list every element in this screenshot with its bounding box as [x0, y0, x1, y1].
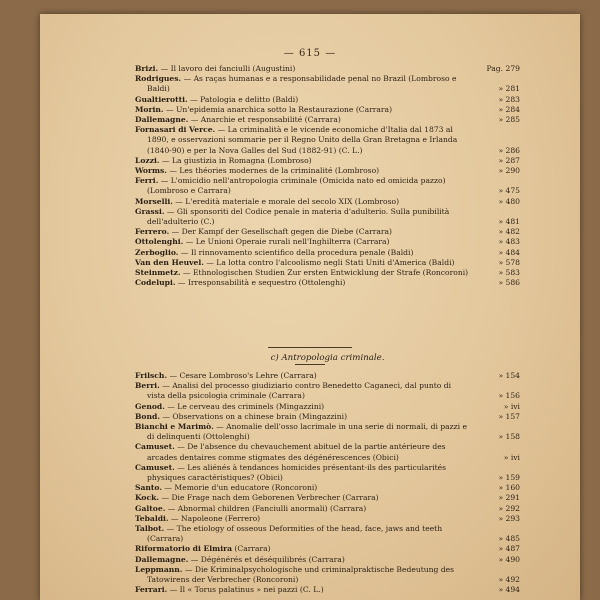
entry-text: [135, 463, 470, 483]
entry-page-ref: » 583: [498, 268, 520, 278]
entry-title: — La lotta contro l'alcoolismo negli Stati Uniti d'America (Baldi): [203, 257, 455, 267]
entry-text: [135, 585, 470, 595]
entry-page-ref: » 291: [498, 493, 520, 503]
entry-text: [135, 105, 470, 115]
entry-text: [135, 258, 470, 268]
entry-title: — Les aliénés à tendances homicides présentant-ils des particularités physiques caractéristiques? (Obici): [147, 462, 447, 483]
entry-author: Morselli.: [135, 196, 173, 206]
entry-text: [135, 442, 470, 462]
entry-page-ref: » 286: [498, 145, 520, 155]
entry-title: — Il rinnovamento scientifico della procedura penale (Baldi): [178, 247, 414, 257]
entry-author: Camuset.: [135, 442, 175, 452]
entry-title: — Irresponsabilità e sequestro (Ottolenghi): [175, 278, 346, 288]
entry-title: — Il « Torus palatinus » nei pazzi (C. L.): [167, 585, 324, 595]
entry-title: — Dégénérés et déséquilibrés (Carrara): [188, 554, 345, 564]
section-divider: [268, 347, 352, 348]
bibliography-entry: [135, 565, 520, 585]
book-page: [40, 14, 580, 600]
entry-page-ref: » 475: [498, 186, 520, 196]
entry-title: — La criminalità e le vicende economiche d'Italia dal 1873 al 1890, e osservazioni sommarie per il Regno Unito della Gran Bretagna e Irlanda (1840-90) e per la Nova Galles del Sud (1882-91) (C. L.): [147, 125, 458, 155]
entry-text: [135, 524, 470, 544]
entry-text: [135, 115, 470, 125]
entry-author: Riformatorio di Elmira: [135, 544, 233, 554]
entry-author: Leppmann.: [135, 564, 183, 574]
entry-text: [135, 125, 470, 156]
entry-author: Berri.: [135, 381, 160, 391]
entry-text: [135, 504, 470, 514]
entry-text: [135, 95, 470, 105]
entry-page-ref: » 485: [498, 534, 520, 544]
entry-text: [135, 207, 470, 227]
entry-title: — Patologia e delitto (Baldi): [187, 94, 299, 104]
entries-list-top: [135, 64, 520, 288]
bibliography-entry: [135, 197, 520, 207]
entry-text: [135, 64, 470, 74]
entry-title: — Ethnologischen Studien Zur ersten Entwicklung der Strafe (Roncoroni): [180, 268, 469, 278]
entry-page-ref: Pag. 279: [486, 64, 520, 73]
entry-author: Ferrari.: [135, 585, 168, 595]
bibliography-entry: [135, 176, 520, 196]
entry-page-ref: » 287: [498, 155, 520, 165]
entry-author: Camuset.: [135, 462, 175, 472]
entry-text: [135, 166, 470, 176]
entry-text: [135, 248, 470, 258]
entry-page-ref: » 292: [498, 503, 520, 513]
entry-text: [135, 176, 470, 196]
entry-author: Grassi.: [135, 206, 165, 216]
entry-author: Bond.: [135, 411, 160, 421]
entry-title: — Die Frage nach dem Geborenen Verbrecher (Carrara): [159, 493, 379, 503]
entry-title: — Observations on a chinese brain (Mingazzini): [159, 411, 348, 421]
entry-author: Morin.: [135, 104, 164, 114]
bibliography-entry: [135, 371, 520, 381]
entry-page-ref: » 586: [498, 278, 520, 288]
bibliography-entry: [135, 258, 520, 268]
bibliography-entry: [135, 237, 520, 247]
bibliography-entry: [135, 493, 520, 503]
entry-text: [135, 268, 470, 278]
entry-page-ref: » 494: [498, 585, 520, 595]
bibliography-entry: [135, 555, 520, 565]
entry-title: — Analisi del processo giudiziario contro Benedetto Caganeci, dal punto di vista della psicologia criminale (Carrara): [147, 381, 452, 401]
entry-author: Fornasari di Verce.: [135, 125, 216, 135]
bibliography-entry: [135, 524, 520, 544]
entry-text: [135, 402, 470, 412]
entry-page-ref: » 484: [498, 247, 520, 257]
bibliography-entry: [135, 381, 520, 401]
entry-author: Lozzi.: [135, 155, 160, 165]
entry-text: [135, 555, 470, 565]
entry-page-ref: » 492: [498, 575, 520, 585]
entry-page-ref: » 154: [498, 371, 520, 380]
entry-author: Talbot.: [135, 524, 165, 534]
entry-text: [135, 422, 470, 442]
entry-title: — Abnormal children (Fanciulli anormali) (Carrara): [165, 503, 367, 513]
entry-title: (Carrara): [232, 544, 271, 554]
bibliography-entry: [135, 544, 520, 554]
entry-page-ref: » 156: [498, 391, 520, 401]
bibliography-entry: [135, 504, 520, 514]
entry-author: Ferrero.: [135, 227, 170, 237]
entry-title: — The etiology of osseous Deformities of the head, face, jaws and teeth (Carrara): [147, 524, 443, 544]
entry-title: — Die Kriminalpsychologische und criminalpraktische Bedeutung des Tatowirens der Verbrecher (Roncoroni): [147, 564, 455, 585]
entry-author: Van den Heuvel.: [135, 257, 204, 267]
entry-text: [135, 197, 470, 207]
bibliography-entry: [135, 156, 520, 166]
entry-page-ref: » 160: [498, 483, 520, 493]
entry-author: Worms.: [135, 166, 167, 176]
entry-title: — La giustizia in Romagna (Lombroso): [159, 155, 312, 165]
entry-title: — L'eredità materiale e morale del secolo XIX (Lombroso): [172, 196, 400, 206]
entry-page-ref: » 283: [498, 94, 520, 104]
bibliography-entry: [135, 422, 520, 442]
entry-page-ref: » 293: [498, 513, 520, 523]
entry-title: — De l'absence du chevauchement abituel de la partie antérieure des arcades dentaires comme stigmates des dégénérescences (Obici): [147, 442, 446, 462]
entry-author: Dallemagne.: [135, 115, 189, 125]
entry-page-ref: » 483: [498, 237, 520, 247]
entry-author: Rodrigues.: [135, 74, 182, 84]
entry-author: Steinmetz.: [135, 268, 181, 278]
page-number: — 615 —: [283, 48, 337, 59]
bibliography-entry: [135, 412, 520, 422]
entry-title: — Anarchie et responsabilité (Carrara): [188, 115, 341, 125]
bibliography-entry: [135, 483, 520, 493]
bibliography-entry: [135, 278, 520, 288]
entry-author: Bianchi e Marimò.: [135, 422, 214, 432]
entry-title: — Cesare Lombroso's Lehre (Carrara): [167, 371, 317, 380]
entry-title: — As raças humanas e a responsabilidade penal no Brazil (Lombroso e Baldi): [147, 74, 457, 94]
entry-title: — Napoleone (Ferrero): [168, 513, 261, 523]
entry-author: Zerboglio.: [135, 247, 179, 257]
entry-title: — Un'epidemia anarchica sotto la Restaurazione (Carrara): [163, 104, 393, 114]
entry-page-ref: » 281: [498, 84, 520, 94]
bibliography-entry: [135, 248, 520, 258]
entry-page-ref: » 290: [498, 166, 520, 176]
entry-author: Kock.: [135, 493, 160, 503]
entry-page-ref: » 578: [498, 257, 520, 267]
entry-title: — Memorie d'un educatore (Roncoroni): [162, 483, 318, 493]
entry-author: Galtoe.: [135, 503, 166, 513]
entry-text: [135, 483, 470, 493]
entries-list-antropologia: [135, 371, 520, 595]
entry-title: — Le cerveau des criminels (Mingazzini): [164, 401, 325, 411]
entry-title: — Der Kampf der Gesellschaft gegen die Diebe (Carrara): [169, 227, 393, 237]
entry-title: — Gli sponsoriti del Codice penale in materia d'adulterio. Sulla punibilità dell'adulterio (C.): [147, 206, 450, 227]
entry-page-ref: » 482: [498, 227, 520, 237]
entry-author: Gualtierotti.: [135, 94, 188, 104]
bibliography-entry: [135, 125, 520, 156]
entry-page-ref: » 490: [498, 554, 520, 564]
bibliography-entry: [135, 514, 520, 524]
bibliography-entry: [135, 207, 520, 227]
entry-text: [135, 544, 470, 554]
bibliography-entry: [135, 105, 520, 115]
entry-title: — Il lavoro dei fanciulli (Augustini): [158, 64, 296, 73]
entry-text: [135, 412, 470, 422]
entry-title: — L'omicidio nell'antropologia criminale (Omicida nato ed omicida pazzo) (Lombroso e Carrara): [147, 176, 446, 196]
entry-title: — Le Unioni Operaie rurali nell'Inghilterra (Carrara): [183, 237, 390, 247]
entry-author: Ferri.: [135, 176, 159, 186]
entry-author: Santo.: [135, 483, 163, 493]
entry-author: Frilsch.: [135, 371, 168, 380]
entry-title: — Anomalie dell'osso lacrimale in una serie di normali, di pazzi e di delinquenti (Ottolenghi): [147, 422, 468, 442]
entry-page-ref: » 481: [498, 217, 520, 227]
entry-text: [135, 156, 470, 166]
section-heading: c) Antropologia criminale.: [270, 353, 385, 363]
bibliography-entry: [135, 585, 520, 595]
entry-page-ref: » 157: [498, 411, 520, 421]
entry-text: [135, 237, 470, 247]
entry-text: [135, 514, 470, 524]
entry-page-ref: » 159: [498, 473, 520, 483]
bibliography-entry: [135, 227, 520, 237]
entry-page-ref: » 284: [498, 104, 520, 114]
entry-page-ref: » 480: [498, 196, 520, 206]
bibliography-entry: [135, 442, 520, 462]
entry-page-ref: » 285: [498, 115, 520, 125]
entry-page-ref: » 158: [498, 432, 520, 442]
entry-page-ref: » ivi: [503, 452, 520, 462]
entry-text: [135, 74, 470, 94]
entry-author: Dallemagne.: [135, 554, 189, 564]
bibliography-entry: [135, 463, 520, 483]
entry-text: [135, 565, 470, 585]
heading-underline: [295, 364, 325, 365]
entry-title: — Les théories modernes de la criminalité (Lombroso): [166, 166, 380, 176]
entry-author: Genod.: [135, 401, 165, 411]
bibliography-entry: [135, 268, 520, 278]
bibliography-entry: [135, 402, 520, 412]
entry-author: Ottolenghi.: [135, 237, 184, 247]
bibliography-entry: [135, 115, 520, 125]
bibliography-entry: [135, 64, 520, 74]
bibliography-entry: [135, 166, 520, 176]
entry-author: Tebaldi.: [135, 513, 169, 523]
entry-text: [135, 493, 470, 503]
entry-text: [135, 371, 470, 381]
entry-text: [135, 278, 470, 288]
entry-author: Brizi.: [135, 64, 159, 73]
entry-author: Codelupi.: [135, 278, 176, 288]
entry-text: [135, 381, 470, 401]
bibliography-entry: [135, 95, 520, 105]
entry-text: [135, 227, 470, 237]
bibliography-entry: [135, 74, 520, 94]
entry-page-ref: » 487: [498, 544, 520, 554]
entry-page-ref: » ivi: [503, 401, 520, 411]
